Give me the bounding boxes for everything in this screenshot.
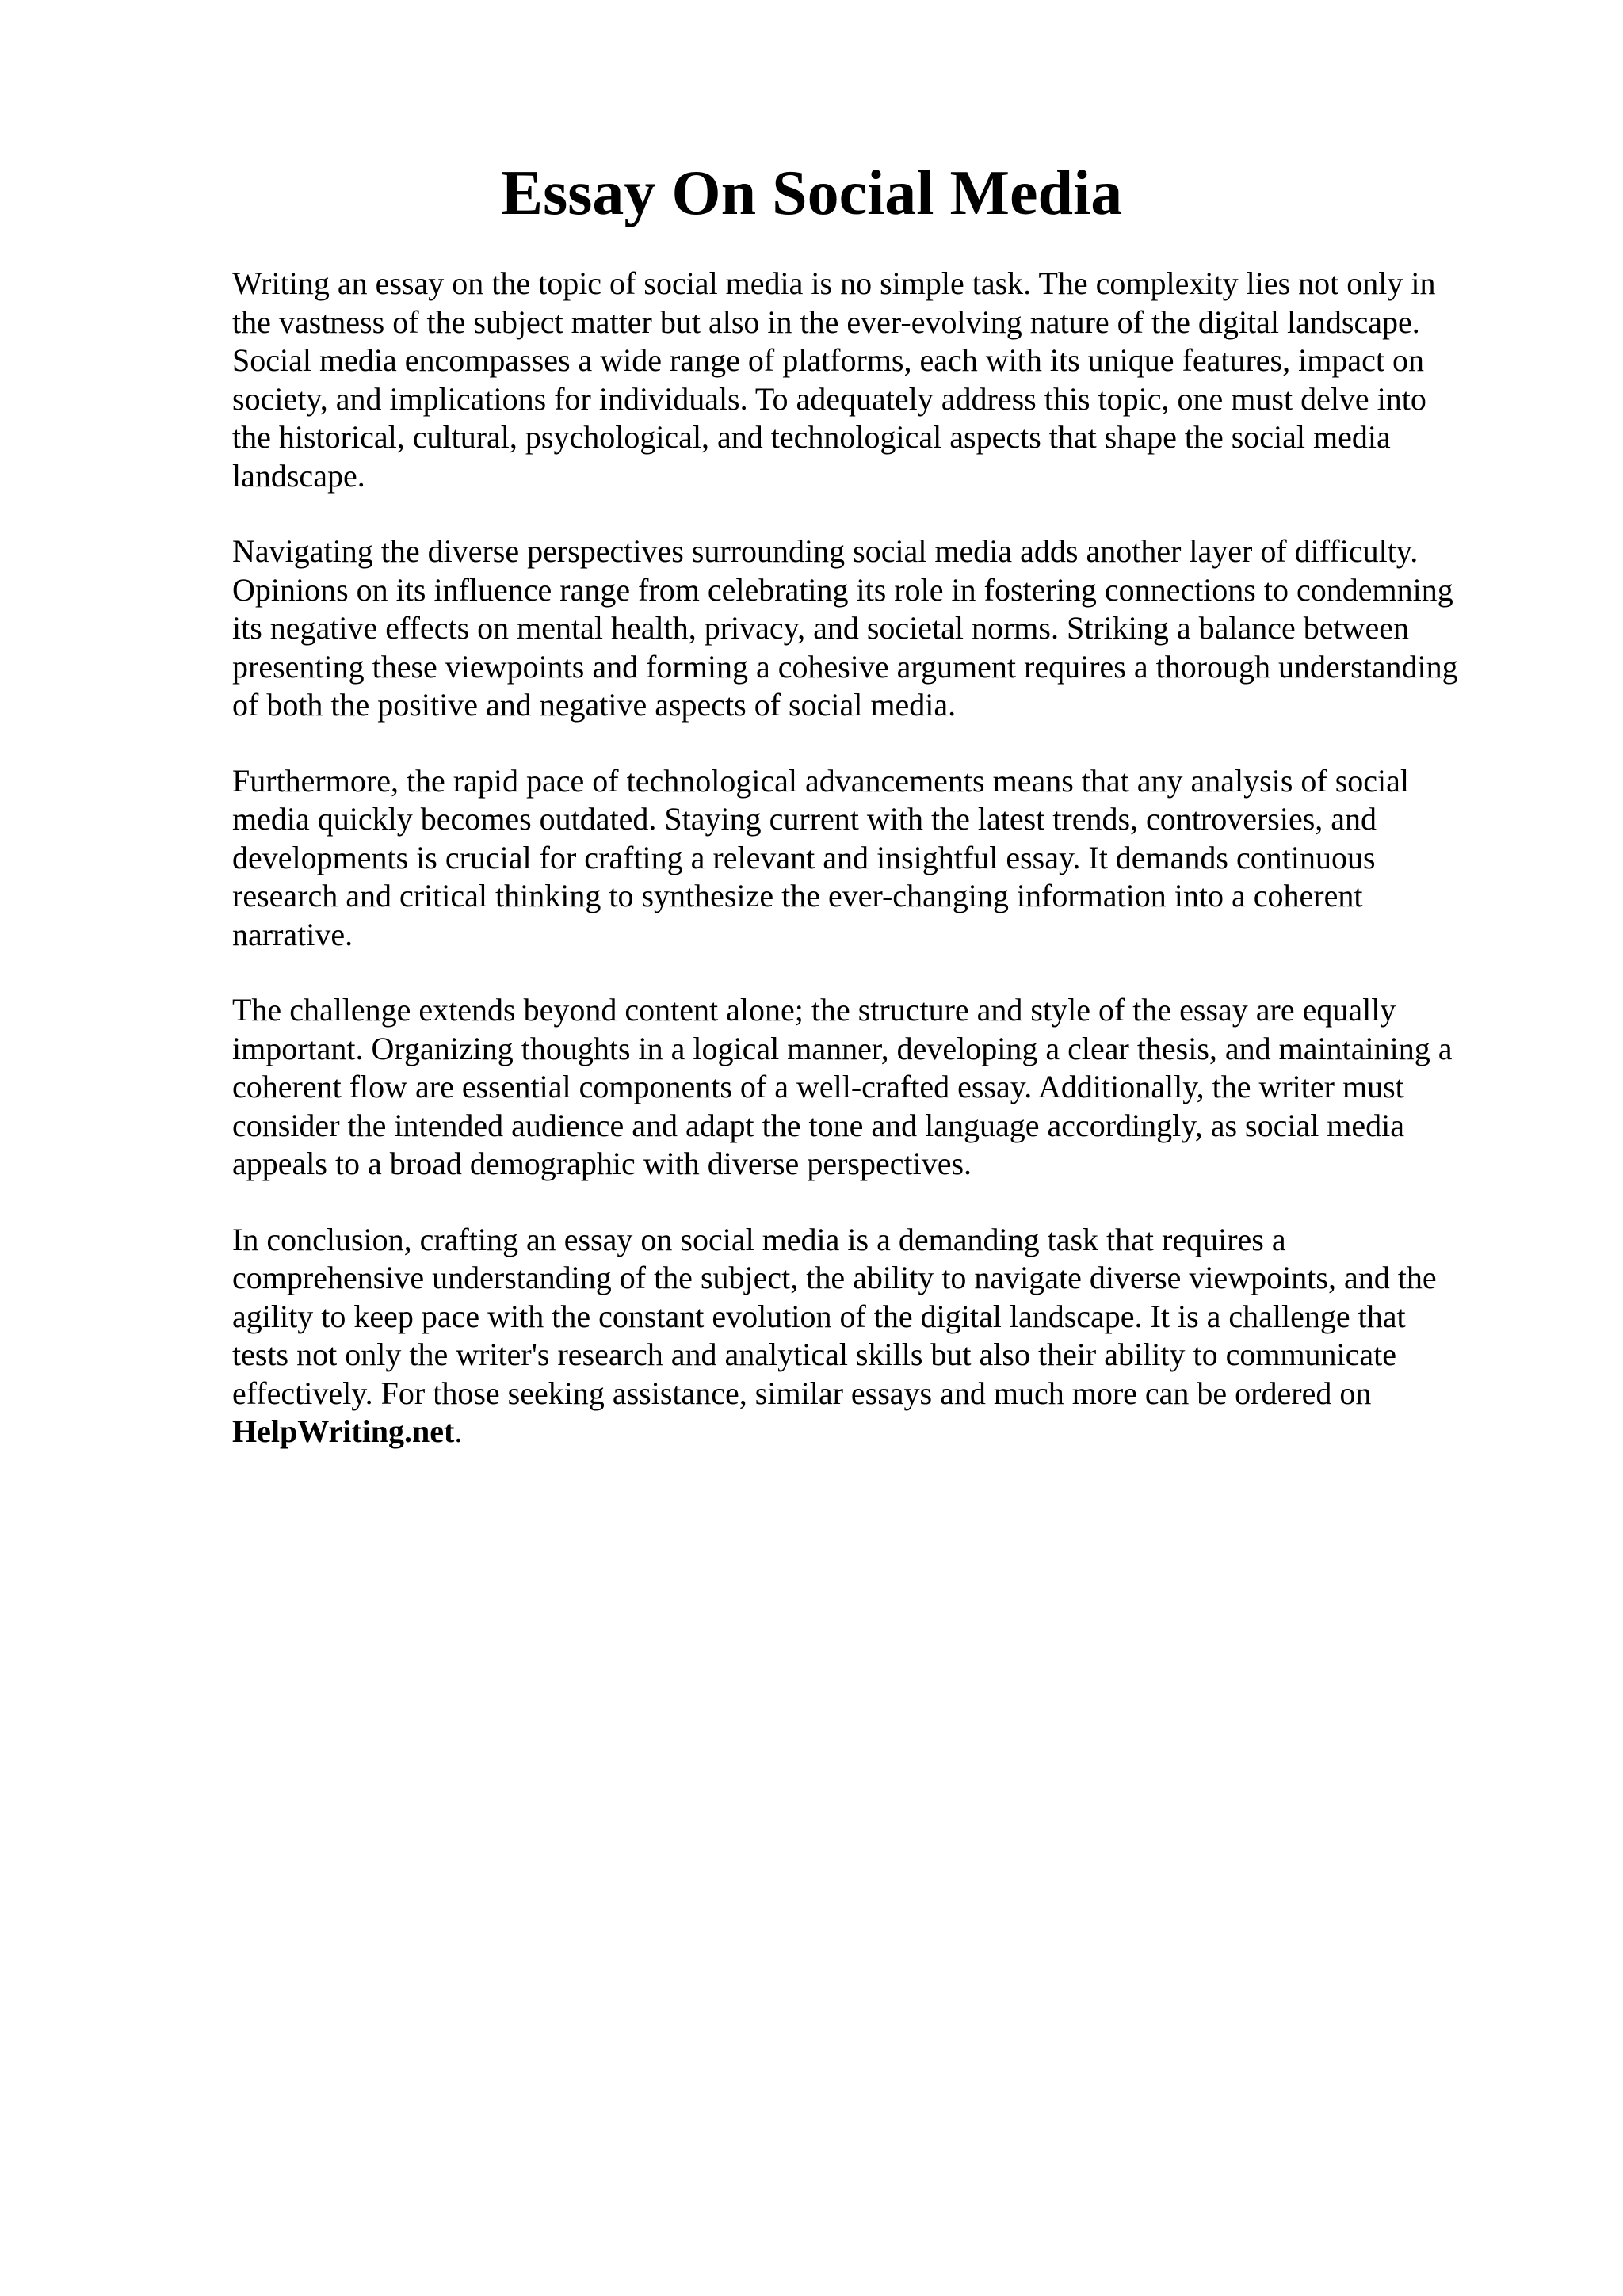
conclusion-period: .	[454, 1413, 463, 1449]
conclusion-text: In conclusion, crafting an essay on social media is a demanding task that requires a comprehensive understanding of the subject, the ability to navigate diverse viewpoints, and the agility to keep pace with the constant evolution of the digital landscape. It is a challenge that tests not only the writer's research and analytical skills but also their ability to communicate effectively. For those seeking assistance, similar essays and much more can be ordered on	[232, 1221, 1437, 1411]
paragraph-1: Writing an essay on the topic of social media is no simple task. The complexity lies not only in the vastness of the subject matter but also in the ever-evolving nature of the digital landscape. Social media encompasses a wide range of platforms, each with its unique features, impact on society, and implications for individuals. To adequately address this topic, one must delve into the historical, cultural, psychological, and technological aspects that shape the social media landscape.	[232, 265, 1436, 494]
paragraph-3: Furthermore, the rapid pace of technological advancements means that any analysis of social media quickly becomes outdated. Staying current with the latest trends, controversies, and developments is crucial for crafting a relevant and insightful essay. It demands continuous research and critical thinking to synthesize the ever-changing information into a coherent narrative.	[232, 762, 1410, 952]
paragraph-4: The challenge extends beyond content alone; the structure and style of the essay are equally important. Organizing thoughts in a logical manner, developing a clear thesis, and maintaining a coherent flow are essential components of a well-crafted essay. Additionally, the writer must consider the intended audience and adapt the tone and language accordingly, as social media appeals to a broad demographic with diverse perspectives.	[232, 992, 1453, 1181]
page-title: Essay On Social Media	[500, 158, 1123, 228]
essay-body	[232, 265, 1516, 1451]
helpwriting-link[interactable]: HelpWriting.net	[232, 1413, 455, 1449]
conclusion-paragraph	[232, 1221, 1516, 1451]
paragraph-2: Navigating the diverse perspectives surrounding social media adds another layer of difficulty. Opinions on its influence range from celebrating its role in fostering connections to condemning its negative effects on mental health, privacy, and societal norms. Striking a balance between presenting these viewpoints and forming a cohesive argument requires a thorough understanding of both the positive and negative aspects of social media.	[232, 533, 1458, 723]
